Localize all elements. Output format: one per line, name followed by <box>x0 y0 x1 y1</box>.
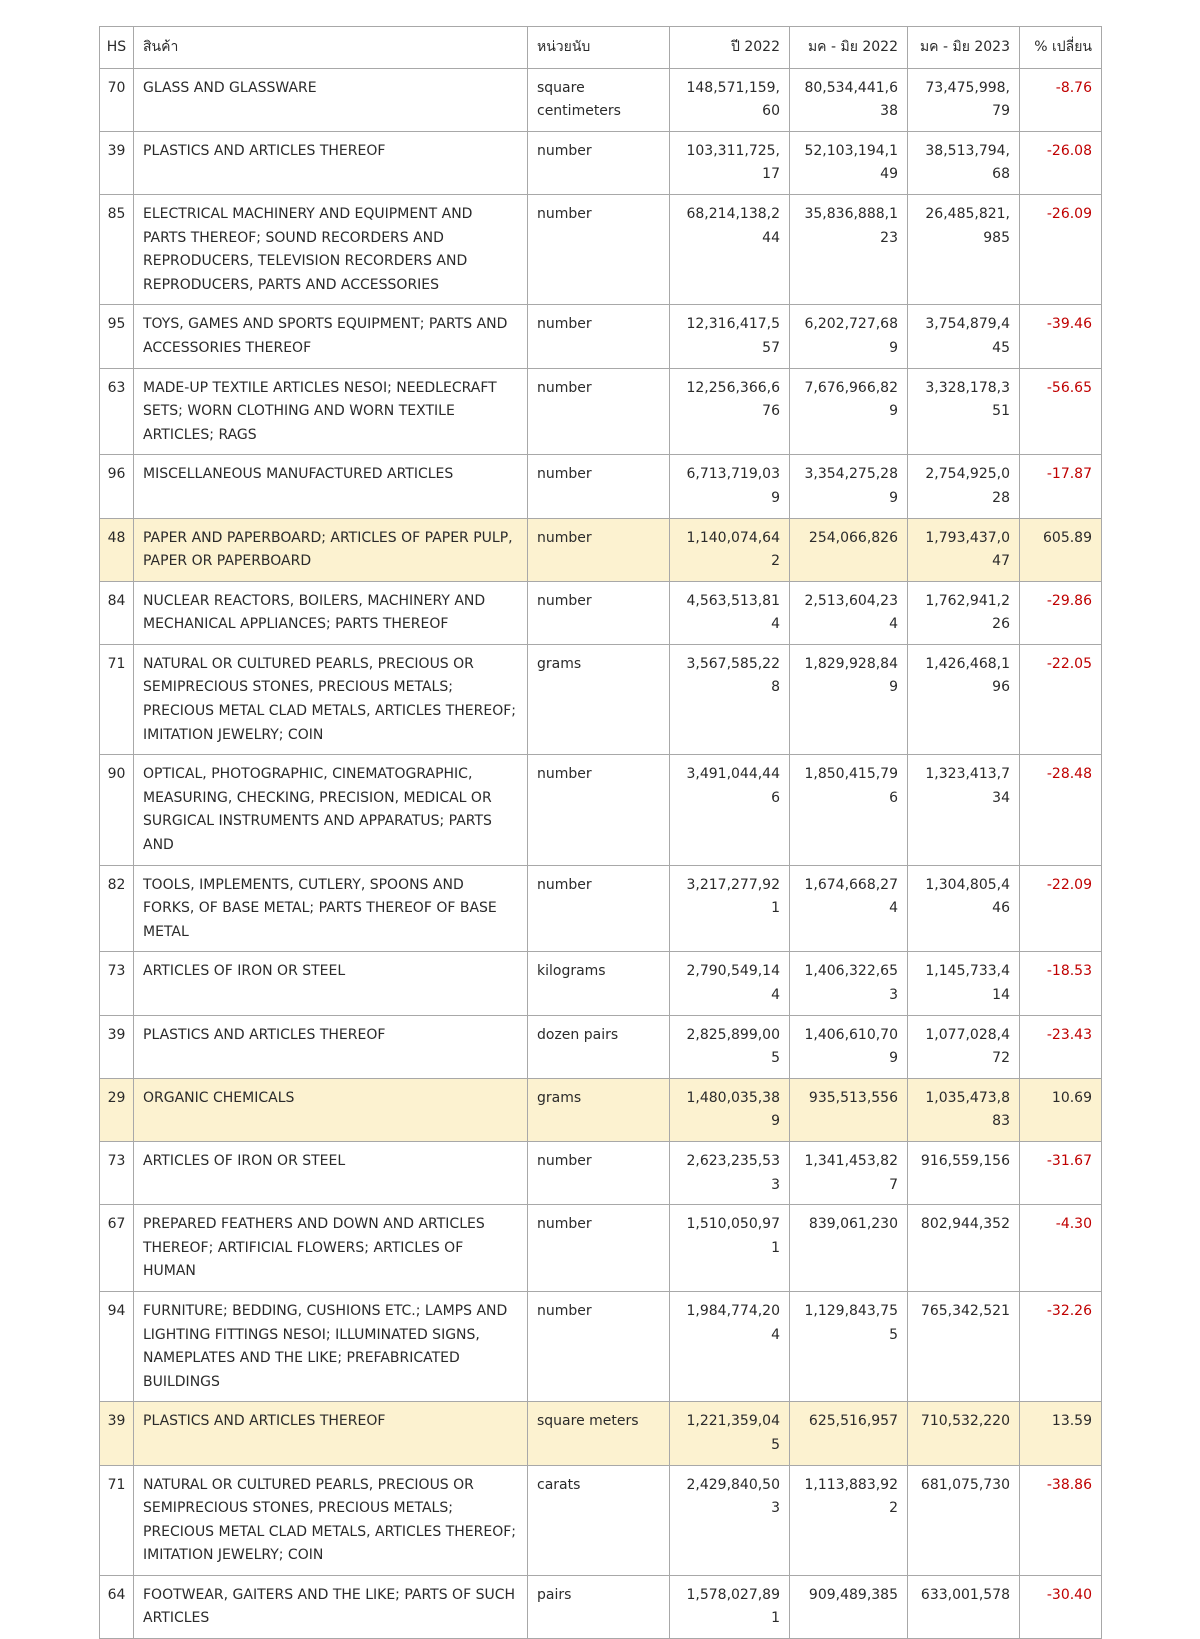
cell-hs: 39 <box>100 1015 134 1078</box>
cell-jan-jun-2022: 6,202,727,689 <box>790 305 908 368</box>
cell-jan-jun-2023: 1,304,805,446 <box>908 865 1020 952</box>
cell-product: FOOTWEAR, GAITERS AND THE LIKE; PARTS OF SUCH ARTICLES <box>134 1575 528 1638</box>
cell-unit: number <box>528 194 670 304</box>
cell-year-2022: 12,316,417,557 <box>670 305 790 368</box>
cell-pct-change: -23.43 <box>1020 1015 1102 1078</box>
table-row <box>100 952 1102 1015</box>
cell-pct-change: 13.59 <box>1020 1402 1102 1465</box>
cell-jan-jun-2023: 765,342,521 <box>908 1291 1020 1401</box>
cell-unit: square centimeters <box>528 68 670 131</box>
cell-jan-jun-2022: 1,406,610,709 <box>790 1015 908 1078</box>
cell-hs: 96 <box>100 455 134 518</box>
cell-product: PREPARED FEATHERS AND DOWN AND ARTICLES THEREOF; ARTIFICIAL FLOWERS; ARTICLES OF HUMAN <box>134 1205 528 1292</box>
cell-jan-jun-2022: 1,674,668,274 <box>790 865 908 952</box>
cell-jan-jun-2022: 1,113,883,922 <box>790 1465 908 1575</box>
cell-year-2022: 1,140,074,642 <box>670 518 790 581</box>
cell-product: PAPER AND PAPERBOARD; ARTICLES OF PAPER PULP, PAPER OR PAPERBOARD <box>134 518 528 581</box>
table-row <box>100 581 1102 644</box>
cell-pct-change: -26.08 <box>1020 131 1102 194</box>
cell-pct-change: -4.30 <box>1020 1205 1102 1292</box>
cell-pct-change: -29.86 <box>1020 581 1102 644</box>
cell-jan-jun-2023: 916,559,156 <box>908 1141 1020 1204</box>
cell-unit: number <box>528 305 670 368</box>
cell-unit: number <box>528 131 670 194</box>
cell-unit: number <box>528 455 670 518</box>
cell-year-2022: 2,429,840,503 <box>670 1465 790 1575</box>
cell-pct-change: 10.69 <box>1020 1078 1102 1141</box>
cell-jan-jun-2023: 38,513,794,68 <box>908 131 1020 194</box>
header-hs: HS <box>100 27 134 69</box>
cell-hs: 73 <box>100 952 134 1015</box>
table-row <box>100 1205 1102 1292</box>
cell-unit: number <box>528 1291 670 1401</box>
cell-jan-jun-2022: 3,354,275,289 <box>790 455 908 518</box>
cell-unit: pairs <box>528 1575 670 1638</box>
cell-unit: number <box>528 518 670 581</box>
table-row <box>100 68 1102 131</box>
header-jan-jun-2022: มค - มิย 2022 <box>790 27 908 69</box>
cell-year-2022: 68,214,138,244 <box>670 194 790 304</box>
cell-unit: number <box>528 368 670 455</box>
cell-jan-jun-2023: 710,532,220 <box>908 1402 1020 1465</box>
cell-unit: square meters <box>528 1402 670 1465</box>
cell-pct-change: -39.46 <box>1020 305 1102 368</box>
cell-jan-jun-2022: 1,129,843,755 <box>790 1291 908 1401</box>
table-body <box>100 68 1102 1638</box>
cell-pct-change: -22.09 <box>1020 865 1102 952</box>
cell-product: MISCELLANEOUS MANUFACTURED ARTICLES <box>134 455 528 518</box>
cell-hs: 71 <box>100 1465 134 1575</box>
table-row <box>100 1575 1102 1638</box>
cell-jan-jun-2023: 1,077,028,472 <box>908 1015 1020 1078</box>
cell-pct-change: -17.87 <box>1020 455 1102 518</box>
cell-jan-jun-2023: 681,075,730 <box>908 1465 1020 1575</box>
cell-jan-jun-2023: 1,762,941,226 <box>908 581 1020 644</box>
table-row <box>100 1402 1102 1465</box>
cell-pct-change: -31.67 <box>1020 1141 1102 1204</box>
cell-jan-jun-2022: 254,066,826 <box>790 518 908 581</box>
cell-product: ELECTRICAL MACHINERY AND EQUIPMENT AND PARTS THEREOF; SOUND RECORDERS AND REPRODUCERS, TELEVISION RECORDERS AND REPRODUCERS, PARTS AND ACCESSORIES <box>134 194 528 304</box>
cell-year-2022: 12,256,366,676 <box>670 368 790 455</box>
cell-product: PLASTICS AND ARTICLES THEREOF <box>134 1402 528 1465</box>
cell-pct-change: -26.09 <box>1020 194 1102 304</box>
cell-year-2022: 2,790,549,144 <box>670 952 790 1015</box>
cell-year-2022: 6,713,719,039 <box>670 455 790 518</box>
header-unit: หน่วยนับ <box>528 27 670 69</box>
cell-hs: 94 <box>100 1291 134 1401</box>
cell-product: NATURAL OR CULTURED PEARLS, PRECIOUS OR SEMIPRECIOUS STONES, PRECIOUS METALS; PRECIOUS METAL CLAD METALS, ARTICLES THEREOF; IMITATION JEWELRY; COIN <box>134 1465 528 1575</box>
table-row <box>100 1465 1102 1575</box>
cell-product: MADE-UP TEXTILE ARTICLES NESOI; NEEDLECRAFT SETS; WORN CLOTHING AND WORN TEXTILE ARTICLES; RAGS <box>134 368 528 455</box>
table-row <box>100 644 1102 754</box>
header-pct-change: % เปลี่ยน <box>1020 27 1102 69</box>
cell-jan-jun-2023: 73,475,998,79 <box>908 68 1020 131</box>
cell-hs: 64 <box>100 1575 134 1638</box>
cell-unit: number <box>528 581 670 644</box>
cell-product: NUCLEAR REACTORS, BOILERS, MACHINERY AND MECHANICAL APPLIANCES; PARTS THEREOF <box>134 581 528 644</box>
table-row <box>100 1015 1102 1078</box>
cell-product: PLASTICS AND ARTICLES THEREOF <box>134 131 528 194</box>
cell-product: FURNITURE; BEDDING, CUSHIONS ETC.; LAMPS AND LIGHTING FITTINGS NESOI; ILLUMINATED SIGNS, NAMEPLATES AND THE LIKE; PREFABRICATED BUILDINGS <box>134 1291 528 1401</box>
cell-hs: 63 <box>100 368 134 455</box>
cell-product: TOOLS, IMPLEMENTS, CUTLERY, SPOONS AND FORKS, OF BASE METAL; PARTS THEREOF OF BASE METAL <box>134 865 528 952</box>
cell-unit: carats <box>528 1465 670 1575</box>
cell-year-2022: 2,623,235,533 <box>670 1141 790 1204</box>
cell-year-2022: 1,221,359,045 <box>670 1402 790 1465</box>
cell-hs: 95 <box>100 305 134 368</box>
cell-hs: 29 <box>100 1078 134 1141</box>
cell-jan-jun-2023: 1,323,413,734 <box>908 755 1020 865</box>
cell-hs: 90 <box>100 755 134 865</box>
cell-jan-jun-2022: 7,676,966,829 <box>790 368 908 455</box>
table-row <box>100 131 1102 194</box>
table-row <box>100 865 1102 952</box>
cell-unit: number <box>528 1205 670 1292</box>
cell-jan-jun-2022: 1,829,928,849 <box>790 644 908 754</box>
cell-pct-change: -8.76 <box>1020 68 1102 131</box>
cell-pct-change: -28.48 <box>1020 755 1102 865</box>
cell-unit: number <box>528 865 670 952</box>
cell-product: OPTICAL, PHOTOGRAPHIC, CINEMATOGRAPHIC, MEASURING, CHECKING, PRECISION, MEDICAL OR SURGICAL INSTRUMENTS AND APPARATUS; PARTS AND <box>134 755 528 865</box>
header-jan-jun-2023: มค - มิย 2023 <box>908 27 1020 69</box>
cell-hs: 85 <box>100 194 134 304</box>
cell-product: NATURAL OR CULTURED PEARLS, PRECIOUS OR SEMIPRECIOUS STONES, PRECIOUS METALS; PRECIOUS METAL CLAD METALS, ARTICLES THEREOF; IMITATION JEWELRY; COIN <box>134 644 528 754</box>
cell-hs: 84 <box>100 581 134 644</box>
table-row <box>100 518 1102 581</box>
cell-year-2022: 2,825,899,005 <box>670 1015 790 1078</box>
cell-jan-jun-2022: 2,513,604,234 <box>790 581 908 644</box>
cell-jan-jun-2022: 35,836,888,123 <box>790 194 908 304</box>
table-row <box>100 368 1102 455</box>
cell-unit: grams <box>528 644 670 754</box>
cell-year-2022: 3,567,585,228 <box>670 644 790 754</box>
cell-pct-change: -56.65 <box>1020 368 1102 455</box>
cell-jan-jun-2023: 633,001,578 <box>908 1575 1020 1638</box>
cell-product: ARTICLES OF IRON OR STEEL <box>134 1141 528 1204</box>
cell-jan-jun-2023: 1,035,473,883 <box>908 1078 1020 1141</box>
cell-product: ORGANIC CHEMICALS <box>134 1078 528 1141</box>
cell-jan-jun-2022: 935,513,556 <box>790 1078 908 1141</box>
cell-jan-jun-2023: 1,793,437,047 <box>908 518 1020 581</box>
cell-jan-jun-2023: 1,145,733,414 <box>908 952 1020 1015</box>
table-row <box>100 755 1102 865</box>
cell-unit: number <box>528 755 670 865</box>
cell-jan-jun-2023: 2,754,925,028 <box>908 455 1020 518</box>
cell-pct-change: -18.53 <box>1020 952 1102 1015</box>
cell-jan-jun-2023: 802,944,352 <box>908 1205 1020 1292</box>
cell-year-2022: 3,217,277,921 <box>670 865 790 952</box>
cell-jan-jun-2022: 909,489,385 <box>790 1575 908 1638</box>
header-year-2022: ปี 2022 <box>670 27 790 69</box>
cell-year-2022: 4,563,513,814 <box>670 581 790 644</box>
cell-jan-jun-2022: 625,516,957 <box>790 1402 908 1465</box>
cell-pct-change: -38.86 <box>1020 1465 1102 1575</box>
cell-jan-jun-2023: 26,485,821,985 <box>908 194 1020 304</box>
cell-unit: grams <box>528 1078 670 1141</box>
cell-hs: 39 <box>100 131 134 194</box>
cell-product: ARTICLES OF IRON OR STEEL <box>134 952 528 1015</box>
cell-year-2022: 148,571,159,60 <box>670 68 790 131</box>
cell-hs: 67 <box>100 1205 134 1292</box>
cell-product: PLASTICS AND ARTICLES THEREOF <box>134 1015 528 1078</box>
cell-pct-change: -32.26 <box>1020 1291 1102 1401</box>
cell-jan-jun-2022: 1,850,415,796 <box>790 755 908 865</box>
table-row <box>100 194 1102 304</box>
cell-pct-change: -22.05 <box>1020 644 1102 754</box>
cell-unit: number <box>528 1141 670 1204</box>
cell-pct-change: 605.89 <box>1020 518 1102 581</box>
cell-hs: 82 <box>100 865 134 952</box>
table-header <box>100 27 1102 69</box>
trade-table <box>99 26 1102 1639</box>
cell-year-2022: 1,480,035,389 <box>670 1078 790 1141</box>
cell-product: TOYS, GAMES AND SPORTS EQUIPMENT; PARTS AND ACCESSORIES THEREOF <box>134 305 528 368</box>
table-row <box>100 1291 1102 1401</box>
table-row <box>100 1141 1102 1204</box>
cell-hs: 39 <box>100 1402 134 1465</box>
cell-year-2022: 1,578,027,891 <box>670 1575 790 1638</box>
cell-jan-jun-2023: 1,426,468,196 <box>908 644 1020 754</box>
cell-hs: 71 <box>100 644 134 754</box>
cell-jan-jun-2022: 1,406,322,653 <box>790 952 908 1015</box>
cell-jan-jun-2023: 3,754,879,445 <box>908 305 1020 368</box>
cell-jan-jun-2022: 52,103,194,149 <box>790 131 908 194</box>
cell-year-2022: 3,491,044,446 <box>670 755 790 865</box>
table-row <box>100 455 1102 518</box>
table-row <box>100 1078 1102 1141</box>
cell-unit: dozen pairs <box>528 1015 670 1078</box>
cell-pct-change: -30.40 <box>1020 1575 1102 1638</box>
cell-unit: kilograms <box>528 952 670 1015</box>
cell-jan-jun-2022: 80,534,441,638 <box>790 68 908 131</box>
cell-jan-jun-2023: 3,328,178,351 <box>908 368 1020 455</box>
table-row <box>100 305 1102 368</box>
cell-product: GLASS AND GLASSWARE <box>134 68 528 131</box>
cell-year-2022: 1,984,774,204 <box>670 1291 790 1401</box>
header-row <box>100 27 1102 69</box>
cell-hs: 73 <box>100 1141 134 1204</box>
header-product: สินค้า <box>134 27 528 69</box>
cell-jan-jun-2022: 1,341,453,827 <box>790 1141 908 1204</box>
cell-jan-jun-2022: 839,061,230 <box>790 1205 908 1292</box>
cell-hs: 48 <box>100 518 134 581</box>
cell-year-2022: 1,510,050,971 <box>670 1205 790 1292</box>
cell-hs: 70 <box>100 68 134 131</box>
cell-year-2022: 103,311,725,17 <box>670 131 790 194</box>
